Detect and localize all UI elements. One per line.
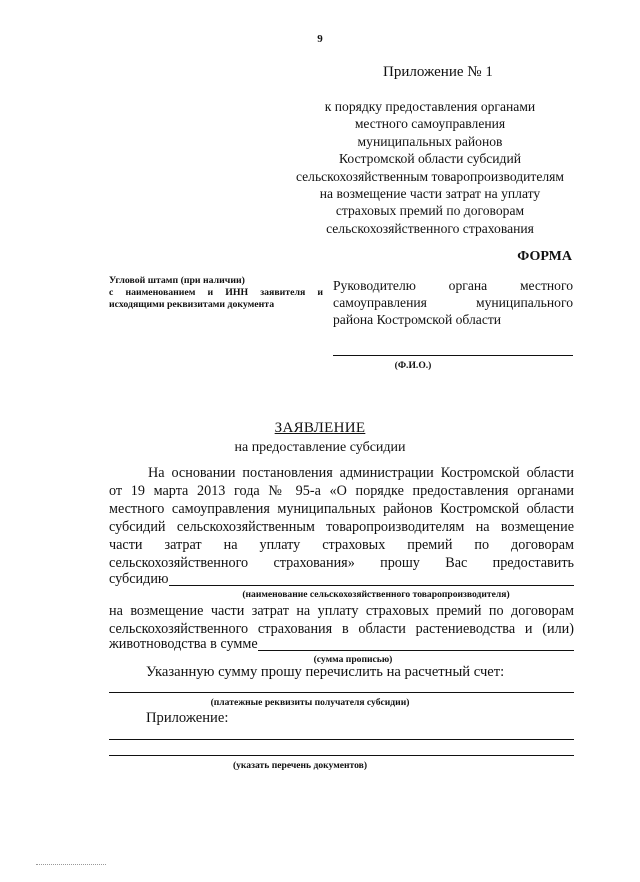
account-caption: (платежные реквизиты получателя субсидии) — [210, 697, 410, 708]
paragraph-line: сельскохозяйственного страхования» прошу Вас предоставить — [109, 555, 574, 571]
fio-underline — [333, 355, 573, 356]
paragraph-line: На основании постановления администрации Костромской области — [148, 465, 574, 481]
paragraph-line: от 19 марта 2013 года № 95-а «О порядке предоставления органами — [109, 483, 574, 499]
account-text: Указанную сумму прошу перечислить на расчетный счет: — [146, 664, 505, 680]
attachment-line — [109, 755, 574, 756]
appendix-line: к порядку предоставления органами — [324, 99, 536, 114]
form-label: ФОРМА — [517, 249, 572, 264]
producer-name-line — [169, 585, 574, 586]
paragraph-line: субсидий сельскохозяйственным товаропроизводителям на возмещение — [109, 519, 574, 535]
scan-mark — [36, 864, 106, 865]
appendix-line: Костромской области субсидий — [338, 151, 522, 167]
appendix-line: сельскохозяйственным товаропроизводителям — [295, 168, 565, 184]
amount-line — [258, 650, 574, 651]
appendix-line: на возмещение части затрат на уплату — [319, 186, 541, 202]
page-number: 9 — [317, 33, 323, 45]
corner-stamp-note — [109, 275, 323, 311]
appendix-line: сельскохозяйственного страхования — [326, 220, 534, 236]
document-subtitle: на предоставление субсидии — [234, 440, 406, 455]
addressee-line: района Костромской области — [333, 312, 502, 327]
appendix-line: страховых премий по договорам — [335, 203, 525, 219]
account-line — [109, 692, 574, 693]
stamp-line: с наименованием и ИНН заявителя и — [109, 287, 323, 298]
fio-caption: (Ф.И.О.) — [394, 360, 432, 371]
subsidy-lead: субсидию — [109, 571, 169, 587]
addressee-line: самоуправления муниципального — [333, 295, 573, 310]
amount-caption: (сумма прописью) — [313, 654, 393, 665]
paragraph-line: на возмещение части затрат на уплату страховых премий по договорам — [109, 603, 574, 619]
appendix-line: муниципальных районов — [357, 133, 503, 149]
attachment-label: Приложение: — [146, 710, 229, 726]
amount-lead: животноводства в сумме — [109, 636, 258, 652]
attachment-line — [109, 739, 574, 740]
paragraph-line: части затрат на уплату страховых премий по договорам — [109, 537, 574, 553]
stamp-line: Угловой штамп (при наличии) — [109, 275, 245, 286]
stamp-line: исходящими реквизитами документа — [109, 299, 275, 310]
paragraph-line: местного самоуправления муниципальных районов Костромской области — [109, 501, 574, 517]
addressee-block — [333, 277, 573, 328]
attachment-caption: (указать перечень документов) — [232, 760, 368, 771]
appendix-description — [280, 98, 580, 237]
paragraph-line: сельскохозяйственного страхования в области растениеводства и (или) — [109, 621, 574, 637]
appendix-line: местного самоуправления — [354, 116, 506, 132]
document-title: ЗАЯВЛЕНИЕ — [274, 420, 366, 436]
appendix-title: Приложение № 1 — [383, 64, 493, 80]
addressee-line: Руководителю органа местного — [333, 278, 573, 293]
producer-caption: (наименование сельскохозяйственного товаропроизводителя) — [242, 589, 510, 600]
